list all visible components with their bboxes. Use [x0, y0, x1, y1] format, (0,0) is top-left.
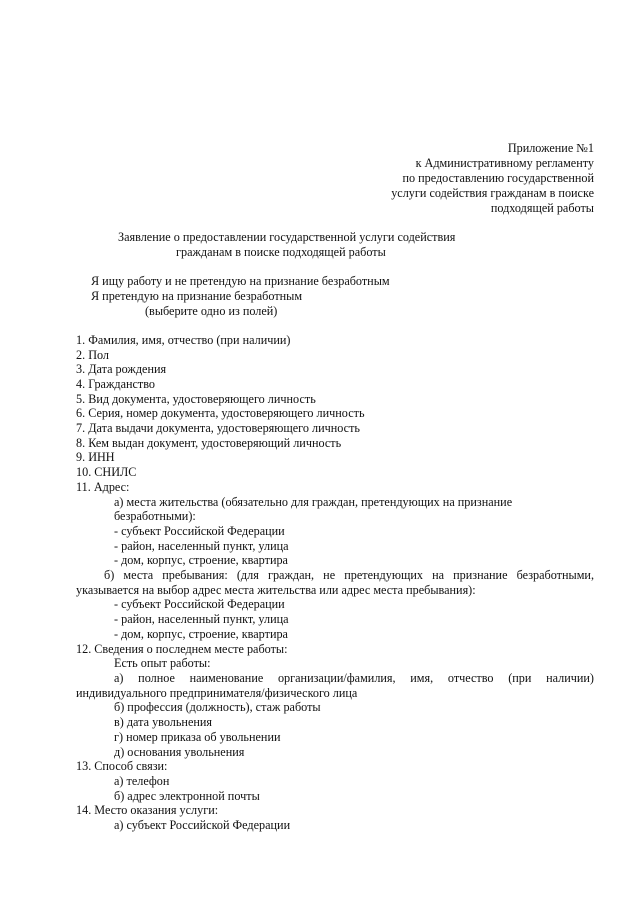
address-stay-locality: - район, населенный пункт, улица [114, 612, 289, 626]
last-job-dismissal-date: в) дата увольнения [114, 715, 213, 729]
address-residence-house: - дом, корпус, строение, квартира [114, 553, 288, 567]
field-sex: 2. Пол [76, 348, 110, 362]
address-residence-line-1: а) места жительства (обязательно для граждан, претендующих на признание [114, 495, 513, 509]
appendix-line-2: к Административному регламенту [415, 156, 594, 170]
field-contact-method: 13. Способ связи: [76, 759, 168, 773]
address-stay-house: - дом, корпус, строение, квартира [114, 627, 288, 641]
field-full-name: 1. Фамилия, имя, отчество (при наличии) [76, 333, 291, 347]
field-citizenship: 4. Гражданство [76, 377, 156, 391]
appendix-line-5: подходящей работы [490, 201, 594, 215]
field-birth-date: 3. Дата рождения [76, 362, 167, 376]
appendix-line-1: Приложение №1 [507, 141, 594, 155]
field-id-document-issuer: 8. Кем выдан документ, удостоверяющий личность [76, 436, 342, 450]
contact-email: б) адрес электронной почты [114, 789, 260, 803]
document-title-line-1: Заявление о предоставлении государственной услуги содействия [118, 230, 456, 244]
service-place-region: а) субъект Российской Федерации [114, 818, 291, 832]
field-id-document-number: 6. Серия, номер документа, удостоверяющего личность [76, 406, 365, 420]
last-job-dismissal-order: г) номер приказа об увольнении [114, 730, 281, 744]
address-stay-line-2: указывается на выбор адрес места жительства или адрес места пребывания): [76, 583, 476, 597]
field-id-document-type: 5. Вид документа, удостоверяющего личность [76, 392, 316, 406]
appendix-line-3: по предоставлению государственной [402, 171, 594, 185]
appendix-line-4: услуги содействия гражданам в поиске [391, 186, 594, 200]
address-residence-locality: - район, населенный пункт, улица [114, 539, 289, 553]
field-inn: 9. ИНН [76, 450, 115, 464]
last-job-employer-line-1: а) полное наименование организации/фамилия, имя, отчество (при наличии) [114, 671, 594, 685]
option-hint: (выберите одно из полей) [145, 304, 278, 318]
field-last-job: 12. Сведения о последнем месте работы: [76, 642, 288, 656]
field-address: 11. Адрес: [76, 480, 130, 494]
last-job-dismissal-grounds: д) основания увольнения [114, 745, 245, 759]
field-snils: 10. СНИЛС [76, 465, 137, 479]
option-unemployed[interactable]: Я претендую на признание безработным [91, 289, 303, 303]
field-service-place: 14. Место оказания услуги: [76, 803, 219, 817]
last-job-experience: Есть опыт работы: [114, 656, 211, 670]
option-not-unemployed[interactable]: Я ищу работу и не претендую на признание безработным [91, 274, 390, 288]
last-job-employer-line-2: индивидуального предпринимателя/физического лица [76, 686, 358, 700]
address-residence-line-2: безработными): [114, 509, 196, 523]
contact-phone: а) телефон [114, 774, 170, 788]
document-title-line-2: гражданам в поиске подходящей работы [176, 245, 386, 259]
field-id-document-date: 7. Дата выдачи документа, удостоверяющего личность [76, 421, 360, 435]
address-residence-region: - субъект Российской Федерации [114, 524, 285, 538]
address-stay-region: - субъект Российской Федерации [114, 597, 285, 611]
last-job-position: б) профессия (должность), стаж работы [114, 700, 321, 714]
address-stay-line-1: б) места пребывания: (для граждан, не претендующих на признание безработными, [104, 568, 594, 582]
